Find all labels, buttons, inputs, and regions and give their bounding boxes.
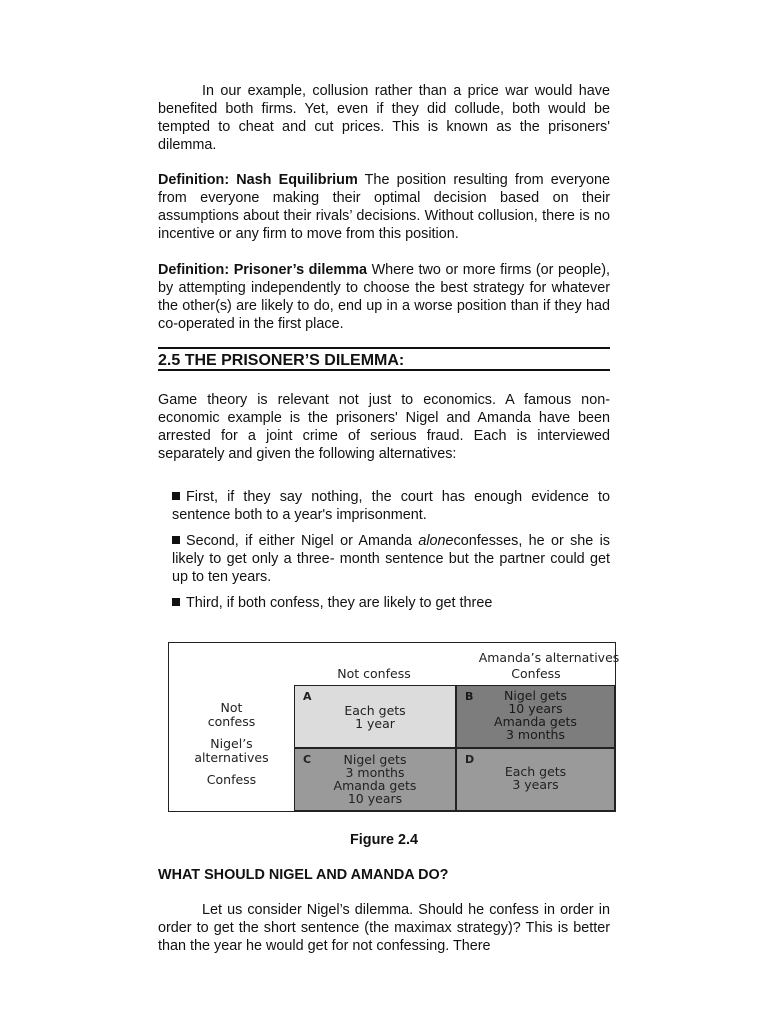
figure-caption: Figure 2.4 [350, 832, 418, 848]
paragraph-collusion: In our example, collusion rather than a price war would have benefited both firms. Yet, even if they did collude, both would be tempted to cheat and cut prices. This is known as the prisoners' dilemma. [158, 83, 610, 153]
definition-term: Definition: Prisoner’s dilemma [158, 262, 368, 278]
definition-prisoners-dilemma [158, 261, 610, 333]
payoff-cell-a [294, 685, 456, 748]
cell-letter: D [465, 753, 475, 766]
cell-text: Nigel gets [343, 752, 407, 767]
list-item [172, 488, 610, 524]
subheading: WHAT SHOULD NIGEL AND AMANDA DO? [158, 867, 449, 883]
definition-text: Where two or more firms (or people), by attempting independently to choose the best strategy for whatever the other(s) are likely to do, end up in a worse position than if they had co-operated in the first place. [158, 262, 610, 332]
cell-text: 1 year [355, 716, 395, 731]
paragraph-game-theory: Game theory is relevant not just to economics. A famous non-economic example is the prisoners' Nigel and Amanda have been arrested for a joint crime of serious fraud. Each is interviewed separately and given the following alternatives: [158, 392, 610, 462]
list-item [172, 594, 610, 612]
square-bullet-icon [172, 492, 180, 500]
nigels-label: Nigel’s [210, 736, 253, 751]
list-item-emphasis: alone [418, 533, 454, 549]
nigel-row-labels [169, 685, 294, 811]
payoff-grid [294, 685, 615, 811]
cell-text: Each gets [344, 703, 406, 718]
cell-text: Each gets [504, 764, 567, 779]
cell-letter: B [465, 690, 474, 703]
list-item-text: Third, if both confess, they are likely to get three [186, 595, 493, 611]
cell-letter: A [303, 690, 312, 703]
definition-term: Definition: Nash Equilibrium [158, 172, 358, 188]
alternatives-label: alternatives [194, 750, 269, 765]
cell-text: Amanda gets [333, 778, 417, 793]
row-label-not: Not [220, 700, 243, 715]
figure-header [169, 643, 620, 685]
cell-text: 3 months [345, 765, 405, 780]
row-label-confess-word: confess [207, 714, 256, 729]
payoff-cell-b [456, 685, 615, 748]
column-label-not-confess: Not confess [337, 666, 411, 681]
list-item-text: Second, if either Nigel or Amanda [186, 533, 419, 549]
paragraph-nigels-dilemma: Let us consider Nigel’s dilemma. Should he confess in order in order to get the short sentence (the maximax strategy)? This is better than the year he would get for not confessing. There [158, 902, 610, 954]
list-item-text: confesses, he or she is likely to get only a three- month sentence but the partner could get up to ten years. [172, 533, 610, 585]
list-item-text: First, if they say nothing, the court has enough evidence to sentence both to a year's imprisonment. [172, 489, 610, 523]
column-label-confess: Confess [511, 666, 561, 681]
cell-text: 3 years [512, 777, 559, 792]
definition-nash-equilibrium [158, 171, 610, 243]
cell-text: Amanda gets [494, 714, 577, 729]
payoff-cell-c [294, 748, 456, 811]
row-label-confess: Confess [206, 772, 257, 787]
square-bullet-icon [172, 536, 180, 544]
amanda-alternatives-label: Amanda’s alternatives [478, 650, 620, 665]
definition-text: The position resulting from everyone from everyone making their optimal decision based on their assumptions about their rivals’ decisions. Without collusion, there is no incentive or any firm to move from this position. [158, 172, 610, 242]
cell-text: 10 years [508, 701, 563, 716]
cell-text: 10 years [347, 791, 403, 806]
square-bullet-icon [172, 598, 180, 606]
list-item [172, 532, 610, 586]
payoff-cell-d [456, 748, 615, 811]
cell-letter: C [303, 753, 312, 766]
payoff-matrix-figure [168, 642, 620, 812]
section-heading-box [158, 347, 610, 371]
cell-text: 3 months [505, 727, 565, 742]
alternatives-list [172, 488, 610, 620]
cell-text: Nigel gets [504, 688, 567, 703]
section-heading: 2.5 THE PRISONER’S DILEMMA: [158, 352, 405, 369]
